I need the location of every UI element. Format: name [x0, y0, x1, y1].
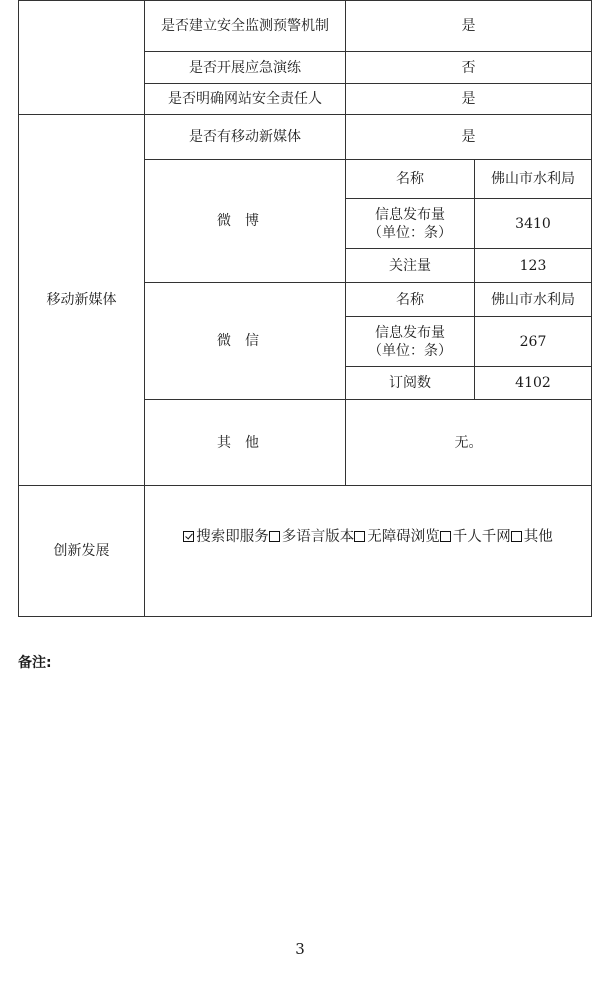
- wechat-posts-label-line2: （单位：条）: [368, 342, 452, 359]
- wechat-label: 微信: [145, 283, 346, 400]
- option-label: 搜索即服务: [196, 529, 269, 545]
- weibo-label: 微博: [145, 160, 346, 283]
- page-number: 3: [295, 940, 305, 958]
- other-media-value: 无。: [346, 400, 592, 486]
- innovation-options-cell: [145, 486, 592, 617]
- security-officer-label: 是否明确网站安全责任人: [145, 84, 346, 115]
- emergency-drill-value: 否: [346, 52, 592, 84]
- innovation-options: [149, 528, 587, 546]
- weibo-posts-label: [346, 199, 475, 249]
- option-search-as-service: [183, 529, 269, 545]
- weibo-posts-label-line1: 信息发布量: [375, 206, 445, 223]
- remark-label: 备注:: [18, 655, 52, 671]
- other-media-label: 其他: [145, 400, 346, 486]
- security-monitoring-value: 是: [346, 1, 592, 52]
- option-label: 多语言版本: [281, 529, 355, 545]
- has-mobile-media-value: 是: [346, 115, 592, 160]
- wechat-posts-label-line1: 信息发布量: [375, 324, 445, 341]
- wechat-name-label: 名称: [346, 283, 475, 317]
- option-accessible-browsing: [354, 529, 440, 545]
- checkbox-icon: [440, 531, 451, 542]
- wechat-subscribers-value: 4102: [475, 367, 592, 400]
- wechat-posts-label: [346, 317, 475, 367]
- checked-checkbox-icon: [183, 531, 194, 542]
- weibo-name-value: 佛山市水利局: [475, 160, 592, 199]
- option-label: 千人千网: [452, 529, 511, 545]
- option-label: 其他: [523, 529, 553, 545]
- security-officer-value: 是: [346, 84, 592, 115]
- security-monitoring-label: 是否建立安全监测预警机制: [145, 1, 346, 52]
- checkbox-icon: [269, 531, 280, 542]
- option-label: 无障碍浏览: [367, 529, 440, 545]
- has-mobile-media-label: 是否有移动新媒体: [145, 115, 346, 160]
- option-multilingual: [269, 529, 355, 545]
- mobile-media-section-label: 移动新媒体: [19, 115, 145, 486]
- wechat-name-value: 佛山市水利局: [475, 283, 592, 317]
- weibo-followers-label: 关注量: [346, 249, 475, 283]
- option-other: [511, 529, 553, 545]
- weibo-name-label: 名称: [346, 160, 475, 199]
- option-personalized: [440, 529, 511, 545]
- checkbox-icon: [354, 531, 365, 542]
- innovation-section-label: 创新发展: [19, 486, 145, 617]
- checkbox-icon: [511, 531, 522, 542]
- weibo-posts-value: 3410: [475, 199, 592, 249]
- wechat-subscribers-label: 订阅数: [346, 367, 475, 400]
- report-table: [18, 0, 592, 617]
- wechat-posts-value: 267: [475, 317, 592, 367]
- security-section-cell: [19, 1, 145, 115]
- weibo-followers-value: 123: [475, 249, 592, 283]
- emergency-drill-label: 是否开展应急演练: [145, 52, 346, 84]
- weibo-posts-label-line2: （单位：条）: [368, 224, 452, 241]
